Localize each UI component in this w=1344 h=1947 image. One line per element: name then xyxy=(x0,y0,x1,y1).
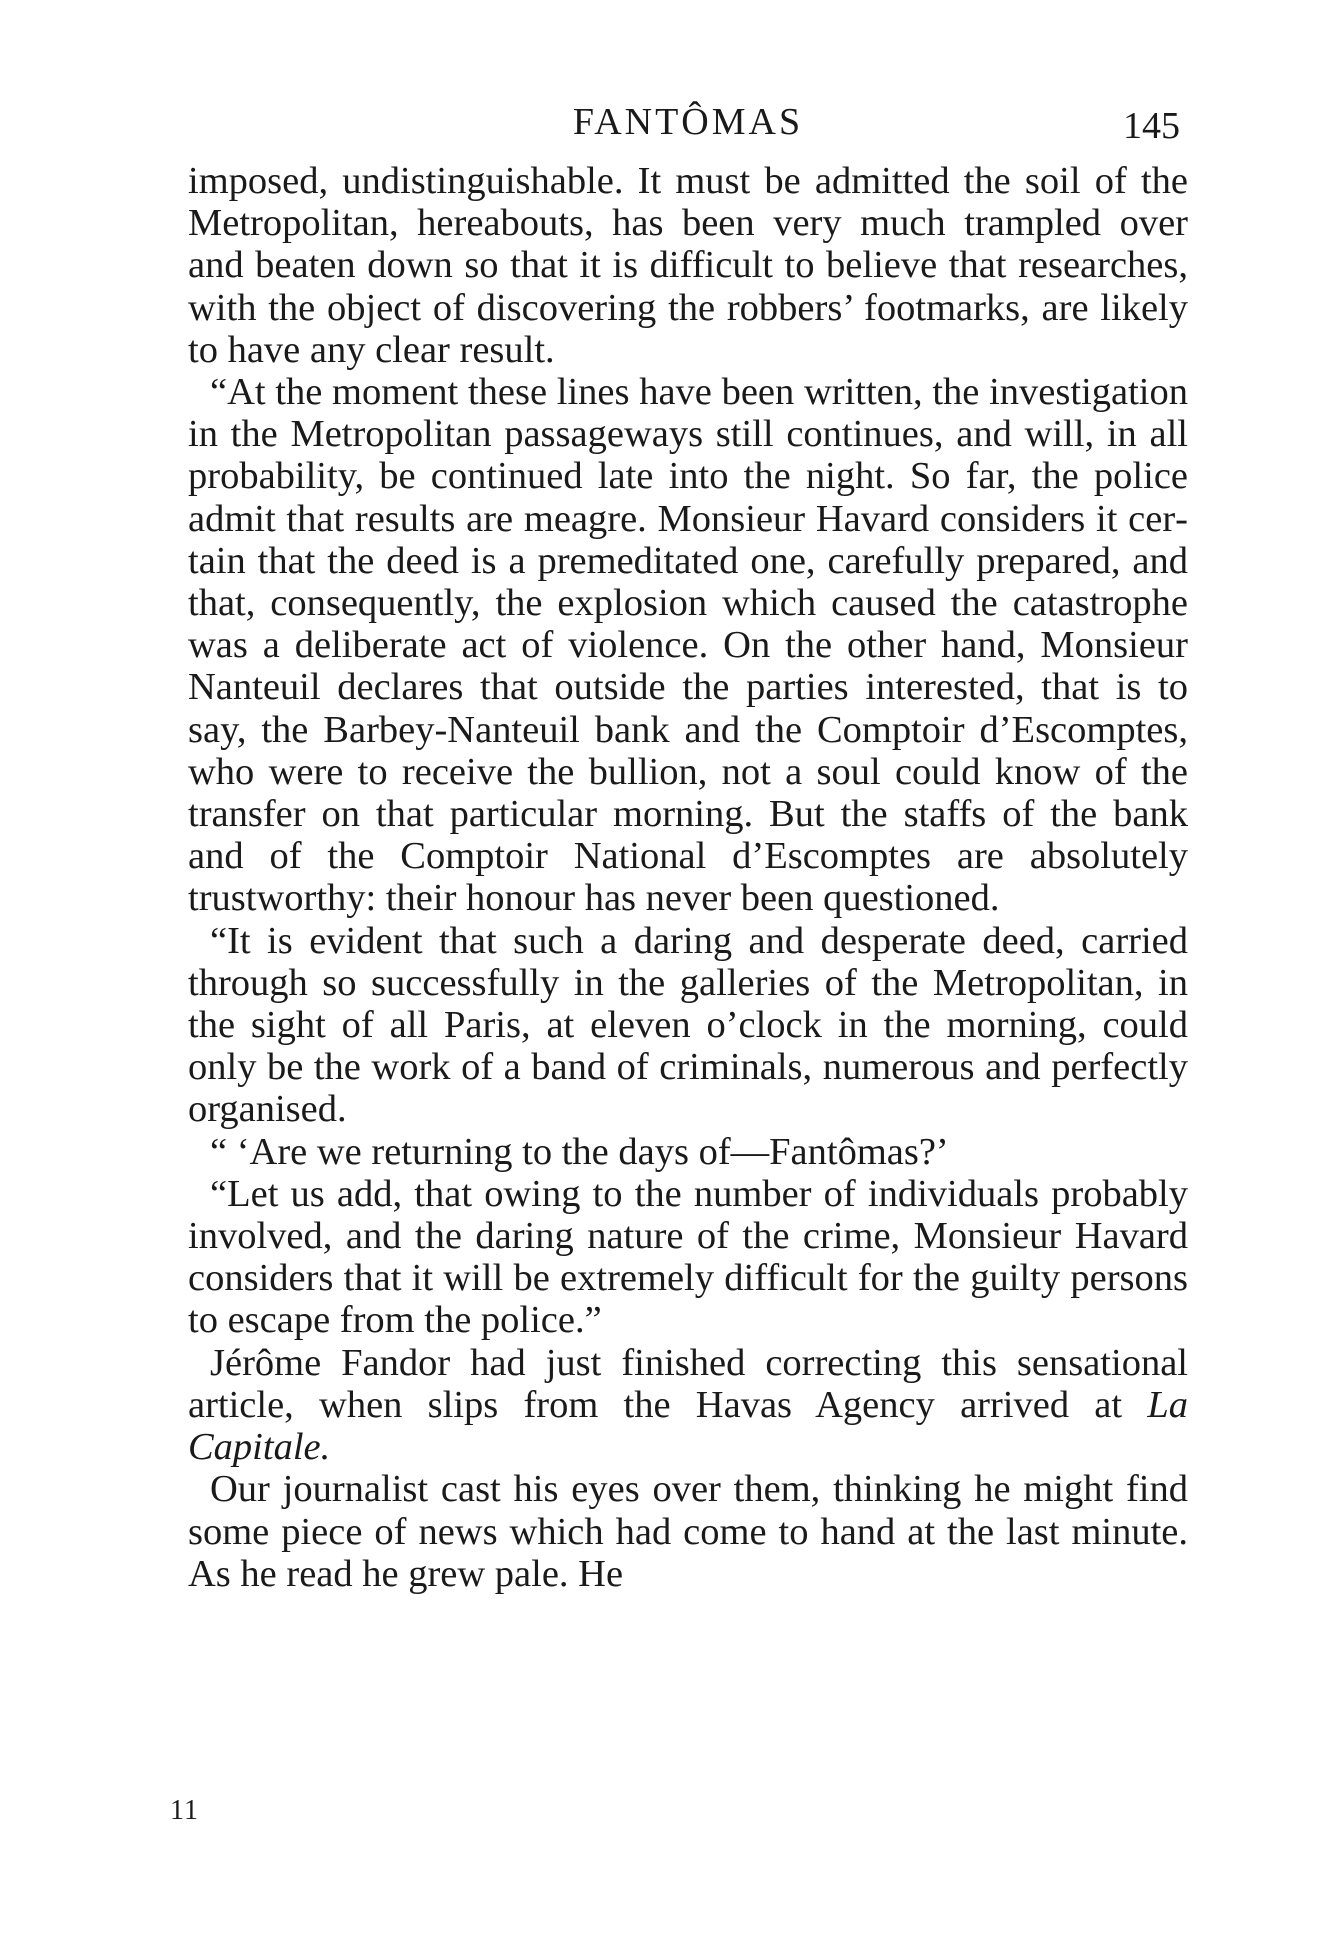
paragraph-6-text: Jérôme Fandor had just finished correcting this sensational article, when slips from the Havas Agency arrived at xyxy=(188,1341,1188,1426)
paragraph-6 xyxy=(188,1342,1188,1469)
running-head xyxy=(188,100,1188,160)
paragraph-3: “It is evident that such a daring and desperate deed, carried through so successfully in the galleries of the Metropolitan, in the sight of all Paris, at eleven o’clock in the morning, could only be the work of a band of criminals, numerous and perfectly organised. xyxy=(188,919,1188,1131)
newspaper-title: La Capitale. xyxy=(188,1383,1188,1469)
page-number: 145 xyxy=(1123,105,1180,147)
paragraph-7: Our journalist cast his eyes over them, thinking he might find some piece of news which had come to hand at the last minute. As he read he grew pale. He xyxy=(188,1468,1188,1595)
paragraph-4: “ ‘Are we returning to the days of—Fantômas?’ xyxy=(210,1130,949,1173)
paragraph-2: “At the moment these lines have been written, the investigation in the Metropolitan passageways still continues, and will, in all probability, be continued late into the night. So far, the police admit that results are meagre. Monsieur Havard considers it certain that the deed is a premeditated one, carefully prepared, and that, consequently, the explosion which caused the catastrophe was a deliberate act of violence. On the other hand, Monsieur Nanteuil declares that outside the parties interested, that is to say, the Barbey-Nanteuil bank and the Comptoir d’Escomptes, who were to receive the bullion, not a soul could know of the transfer on that particular morning. But the staffs of the bank and of the Comptoir National d’Escomptes are absolutely trustworthy: their honour has never been questioned. xyxy=(188,371,1188,920)
printer-signature-mark: 11 xyxy=(170,1795,199,1826)
paragraph-5: “Let us add, that owing to the number of individuals probably involved, and the daring nature of the crime, Monsieur Havard considers that it will be extremely difficult for the guilty persons to escape from the police.” xyxy=(188,1172,1188,1342)
running-title: FANTÔMAS xyxy=(572,101,804,143)
paragraph-1: imposed, undistinguishable. It must be admitted the soil of the Metropolitan, hereabouts, has been very much trampled over and beaten down so that it is difficult to believe that researches, with the object of discovering the robbers’ footmarks, are likely to have any clear result. xyxy=(188,160,1188,371)
body-text xyxy=(188,160,1188,1595)
book-page xyxy=(188,100,1188,1595)
